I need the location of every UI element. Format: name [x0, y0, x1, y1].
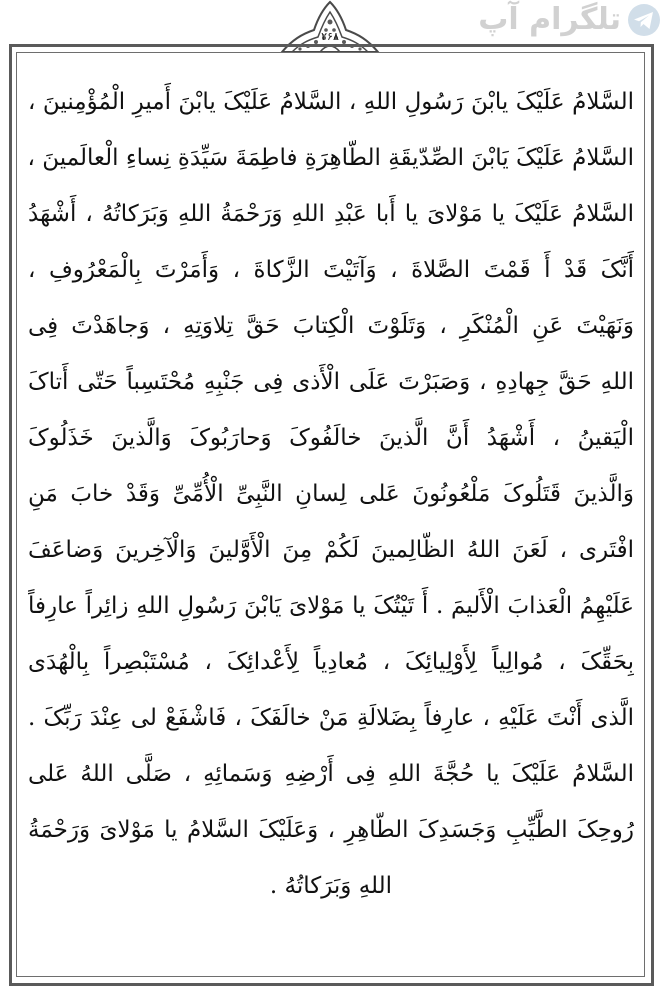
text-line: بِحَقِّکَ ، مُوالِیاً لِأَوْلِیائِکَ ، مُعادِیاً لِأَعْدائِکَ ، مُسْتَبْصِراً بِالْهُدَی: [28, 649, 634, 675]
text-line: عَلَیْهِمُ الْعَذابَ الْأَلیمَ . أَ تَیْتُکَ یا مَوْلایَ یَابْنَ رَسُولِ اللهِ زائِراً عارِفاً: [28, 593, 634, 619]
text-line: السَّلامُ عَلَیْکَ یا حُجَّةَ اللهِ فِی أَرْضِهِ وَسَمائِهِ ، صَلَّی اللهُ عَلی: [28, 761, 634, 787]
text-line: وَالَّذینَ قَتَلُوکَ مَلْعُونُونَ عَلی لِسانِ النَّبِیِّ الْأُمِّیِّ وَقَدْ خابَ مَنِ: [28, 481, 634, 507]
text-line: الَّذی أَنْتَ عَلَیْهِ ، عارِفاً بِضَلالَةِ مَنْ خالَفَکَ ، فَاشْفَعْ لی عِنْدَ رَبِّکَ .: [28, 705, 634, 731]
page-number: ۲۶۸: [321, 30, 339, 43]
prayer-text: [28, 74, 634, 914]
text-line: اللهِ وَبَرَکاتُهُ .: [269, 873, 393, 899]
text-line: وَنَهَیْتَ عَنِ الْمُنْکَرِ ، وَتَلَوْتَ الْکِتابَ حَقَّ تِلاوَتِهِ ، وَجاهَدْتَ فِی: [28, 313, 634, 339]
watermark-text: تلگرام آپ: [478, 2, 621, 37]
text-line: السَّلامُ عَلَیْکَ یَابْنَ الصِّدّیقَةِ الطّاهِرَةِ فاطِمَةَ سَیِّدَةِ نِساءِ الْعالَمینَ ،: [28, 145, 634, 171]
text-line: أَنَّکَ قَدْ أَ قَمْتَ الصَّلاةَ ، وَآتَیْتَ الزَّکاةَ ، وَأَمَرْتَ بِالْمَعْرُوفِ ،: [28, 257, 634, 283]
text-line: رُوحِکَ الطَّیِّبِ وَجَسَدِکَ الطّاهِرِ ، وَعَلَیْکَ السَّلامُ یا مَوْلایَ وَرَحْمَةُ: [28, 817, 634, 843]
text-line: اللهِ حَقَّ جِهادِهِ ، وَصَبَرْتَ عَلَی الْأَذی فِی جَنْبِهِ مُحْتَسِباً حَتّی أَتاکَ: [28, 369, 634, 395]
text-line: افْتَری ، لَعَنَ اللهُ الظّالِمینَ لَکُمْ مِنَ الْأَوَّلینَ وَالْآخِرینَ وَضاعَفَ: [28, 537, 634, 563]
telegram-icon: [627, 3, 661, 37]
text-line: السَّلامُ عَلَیْکَ یا مَوْلایَ یا أَبا عَبْدِ اللهِ وَرَحْمَةُ اللهِ وَبَرَکاتُهُ ، أَشْهَدُ: [28, 201, 634, 227]
watermark: [478, 2, 661, 37]
text-line: الْیَقینُ ، أَشْهَدُ أَنَّ الَّذینَ خالَفُوکَ وَحارَبُوکَ وَالَّذینَ خَذَلُوکَ: [28, 425, 634, 451]
text-line: السَّلامُ عَلَیْکَ یابْنَ رَسُولِ اللهِ ، السَّلامُ عَلَیْکَ یابْنَ أَمیرِ الْمُؤْمِنینَ ،: [28, 89, 634, 115]
